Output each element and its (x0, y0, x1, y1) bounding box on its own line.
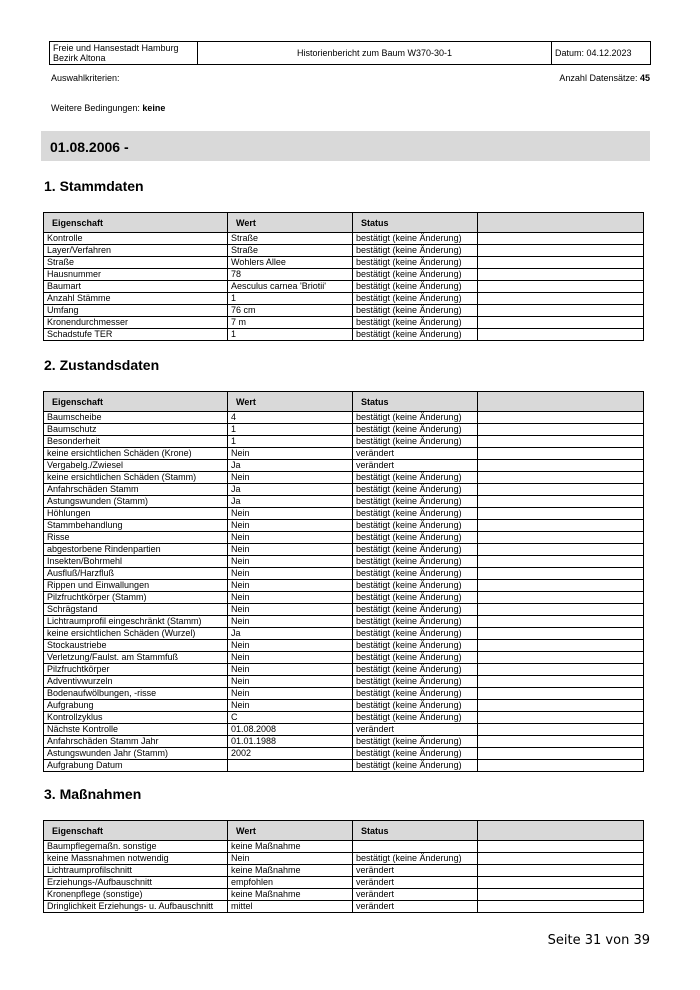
table-row (44, 853, 644, 865)
cell-status: bestätigt (keine Änderung) (353, 484, 478, 496)
cell-empty (478, 616, 644, 628)
section-title-stammdaten: 1. Stammdaten (44, 178, 144, 194)
cell-status: bestätigt (keine Änderung) (353, 700, 478, 712)
cell-status: bestätigt (keine Änderung) (353, 532, 478, 544)
table-row (44, 424, 644, 436)
cell-wert: Straße (228, 245, 353, 257)
cell-status: verändert (353, 865, 478, 877)
cell-status: verändert (353, 901, 478, 913)
column-header-wert: Wert (228, 392, 353, 412)
record-count (559, 73, 650, 83)
cell-status: bestätigt (keine Änderung) (353, 424, 478, 436)
cell-wert: 1 (228, 329, 353, 341)
organization-line1: Freie und Hansestadt Hamburg (53, 43, 179, 53)
record-count-label: Anzahl Datensätze: (559, 73, 638, 83)
cell-wert: Nein (228, 616, 353, 628)
cell-status: bestätigt (keine Änderung) (353, 676, 478, 688)
cell-empty (478, 293, 644, 305)
cell-empty (478, 460, 644, 472)
cell-empty (478, 257, 644, 269)
column-header-status: Status (353, 821, 478, 841)
cell-eigenschaft: Bodenaufwölbungen, -risse (44, 688, 228, 700)
cell-status: bestätigt (keine Änderung) (353, 712, 478, 724)
table-massnahmen (43, 820, 644, 913)
cell-empty (478, 889, 644, 901)
table-row (44, 436, 644, 448)
cell-wert: Nein (228, 544, 353, 556)
conditions-label: Weitere Bedingungen: (51, 103, 140, 113)
cell-status: bestätigt (keine Änderung) (353, 592, 478, 604)
table-row (44, 448, 644, 460)
cell-eigenschaft: Lichtraumprofil eingeschränkt (Stamm) (44, 616, 228, 628)
cell-empty (478, 568, 644, 580)
cell-empty (478, 592, 644, 604)
cell-eigenschaft: Erziehungs-/Aufbauschnitt (44, 877, 228, 889)
column-header-eigenschaft: Eigenschaft (44, 821, 228, 841)
cell-status: bestätigt (keine Änderung) (353, 580, 478, 592)
cell-eigenschaft: Baumpflegemaßn. sonstige (44, 841, 228, 853)
table-zustandsdaten (43, 391, 644, 772)
cell-empty (478, 580, 644, 592)
cell-wert: Nein (228, 676, 353, 688)
cell-wert: 1 (228, 436, 353, 448)
column-header-eigenschaft: Eigenschaft (44, 392, 228, 412)
table-body (44, 841, 644, 913)
cell-eigenschaft: abgestorbene Rindenpartien (44, 544, 228, 556)
cell-wert: Nein (228, 532, 353, 544)
cell-wert: Ja (228, 628, 353, 640)
cell-wert: keine Maßnahme (228, 841, 353, 853)
table-row (44, 865, 644, 877)
cell-status: bestätigt (keine Änderung) (353, 568, 478, 580)
cell-eigenschaft: Anzahl Stämme (44, 293, 228, 305)
cell-empty (478, 532, 644, 544)
cell-status: bestätigt (keine Änderung) (353, 760, 478, 772)
table-row (44, 484, 644, 496)
page-number: Seite 31 von 39 (547, 933, 650, 948)
cell-status: bestätigt (keine Änderung) (353, 640, 478, 652)
cell-wert: 7 m (228, 317, 353, 329)
cell-wert: keine Maßnahme (228, 889, 353, 901)
cell-empty (478, 676, 644, 688)
table-row (44, 329, 644, 341)
cell-wert (228, 760, 353, 772)
cell-status: bestätigt (keine Änderung) (353, 269, 478, 281)
table-row (44, 556, 644, 568)
table-row (44, 580, 644, 592)
cell-status: bestätigt (keine Änderung) (353, 748, 478, 760)
cell-empty (478, 556, 644, 568)
cell-empty (478, 245, 644, 257)
cell-empty (478, 604, 644, 616)
period-band (41, 131, 650, 161)
cell-wert: Nein (228, 520, 353, 532)
table-row (44, 652, 644, 664)
cell-eigenschaft: Rippen und Einwallungen (44, 580, 228, 592)
cell-empty (478, 736, 644, 748)
cell-eigenschaft: Baumart (44, 281, 228, 293)
table-row (44, 640, 644, 652)
table-body (44, 233, 644, 341)
cell-eigenschaft: Nächste Kontrolle (44, 724, 228, 736)
column-header-status: Status (353, 392, 478, 412)
report-title: Historienbericht zum Baum W370-30-1 (198, 42, 552, 65)
cell-wert: Nein (228, 640, 353, 652)
cell-eigenschaft: Kontrolle (44, 233, 228, 245)
cell-eigenschaft: keine ersichtlichen Schäden (Stamm) (44, 472, 228, 484)
cell-wert: 2002 (228, 748, 353, 760)
cell-wert: Nein (228, 580, 353, 592)
cell-wert: C (228, 712, 353, 724)
cell-wert: Nein (228, 556, 353, 568)
section-title-zustandsdaten: 2. Zustandsdaten (44, 357, 160, 373)
cell-empty (478, 877, 644, 889)
cell-eigenschaft: Umfang (44, 305, 228, 317)
table-stammdaten (43, 212, 644, 341)
cell-eigenschaft: Ausfluß/Harzfluß (44, 568, 228, 580)
cell-empty (478, 233, 644, 245)
cell-eigenschaft: Besonderheit (44, 436, 228, 448)
table-row (44, 676, 644, 688)
cell-empty (478, 424, 644, 436)
column-header-status: Status (353, 213, 478, 233)
cell-eigenschaft: Verletzung/Faulst. am Stammfuß (44, 652, 228, 664)
cell-status: bestätigt (keine Änderung) (353, 293, 478, 305)
cell-wert: Ja (228, 484, 353, 496)
cell-wert: 1 (228, 424, 353, 436)
cell-status: bestätigt (keine Änderung) (353, 281, 478, 293)
cell-eigenschaft: Astungswunden (Stamm) (44, 496, 228, 508)
cell-empty (478, 688, 644, 700)
cell-status: bestätigt (keine Änderung) (353, 305, 478, 317)
table-body (44, 412, 644, 772)
cell-wert: Nein (228, 448, 353, 460)
cell-empty (478, 712, 644, 724)
cell-eigenschaft: Pilzfruchtkörper (44, 664, 228, 676)
cell-status: bestätigt (keine Änderung) (353, 688, 478, 700)
cell-empty (478, 305, 644, 317)
cell-status: verändert (353, 460, 478, 472)
cell-empty (478, 448, 644, 460)
cell-empty (478, 853, 644, 865)
column-header-empty (478, 392, 644, 412)
cell-eigenschaft: Kontrollzyklus (44, 712, 228, 724)
cell-empty (478, 760, 644, 772)
cell-empty (478, 472, 644, 484)
cell-eigenschaft: Pilzfruchtkörper (Stamm) (44, 592, 228, 604)
cell-wert: mittel (228, 901, 353, 913)
table-row (44, 257, 644, 269)
cell-empty (478, 269, 644, 281)
cell-wert: Ja (228, 460, 353, 472)
table-row (44, 664, 644, 676)
cell-status: bestätigt (keine Änderung) (353, 233, 478, 245)
cell-status: bestätigt (keine Änderung) (353, 556, 478, 568)
period-title: 01.08.2006 - (50, 139, 129, 155)
report-header (49, 41, 651, 65)
cell-empty (478, 317, 644, 329)
cell-wert: Nein (228, 508, 353, 520)
cell-status: bestätigt (keine Änderung) (353, 604, 478, 616)
conditions-value: keine (142, 103, 166, 113)
table-row (44, 688, 644, 700)
cell-eigenschaft: Lichtraumprofilschnitt (44, 865, 228, 877)
cell-eigenschaft: Insekten/Bohrmehl (44, 556, 228, 568)
cell-wert: 78 (228, 269, 353, 281)
table-row (44, 700, 644, 712)
cell-eigenschaft: Aufgrabung (44, 700, 228, 712)
table-row (44, 748, 644, 760)
cell-status: bestätigt (keine Änderung) (353, 317, 478, 329)
cell-wert: Aesculus carnea 'Briotii' (228, 281, 353, 293)
table-row (44, 412, 644, 424)
cell-empty (478, 520, 644, 532)
cell-wert: 01.01.1988 (228, 736, 353, 748)
cell-eigenschaft: Anfahrschäden Stamm (44, 484, 228, 496)
cell-status: bestätigt (keine Änderung) (353, 544, 478, 556)
cell-status: verändert (353, 877, 478, 889)
cell-status: bestätigt (keine Änderung) (353, 616, 478, 628)
cell-status: bestätigt (keine Änderung) (353, 736, 478, 748)
cell-wert: Nein (228, 700, 353, 712)
cell-wert: Nein (228, 853, 353, 865)
organization-line2: Bezirk Altona (53, 53, 106, 63)
cell-wert: Nein (228, 592, 353, 604)
cell-empty (478, 841, 644, 853)
table-row (44, 460, 644, 472)
cell-wert: Nein (228, 652, 353, 664)
cell-eigenschaft: Stockaustriebe (44, 640, 228, 652)
cell-wert: 1 (228, 293, 353, 305)
cell-eigenschaft: Kronendurchmesser (44, 317, 228, 329)
column-header-eigenschaft: Eigenschaft (44, 213, 228, 233)
cell-status: bestätigt (keine Änderung) (353, 472, 478, 484)
cell-empty (478, 508, 644, 520)
table-row (44, 233, 644, 245)
cell-empty (478, 652, 644, 664)
cell-eigenschaft: Aufgrabung Datum (44, 760, 228, 772)
cell-eigenschaft: Baumscheibe (44, 412, 228, 424)
cell-eigenschaft: Schrägstand (44, 604, 228, 616)
cell-eigenschaft: Adventivwurzeln (44, 676, 228, 688)
cell-wert: keine Maßnahme (228, 865, 353, 877)
cell-status: verändert (353, 724, 478, 736)
table-row (44, 712, 644, 724)
cell-empty (478, 700, 644, 712)
table-row (44, 544, 644, 556)
table-row (44, 592, 644, 604)
cell-wert: 4 (228, 412, 353, 424)
cell-eigenschaft: Schadstufe TER (44, 329, 228, 341)
cell-empty (478, 640, 644, 652)
table-row (44, 604, 644, 616)
cell-eigenschaft: keine ersichtlichen Schäden (Wurzel) (44, 628, 228, 640)
cell-empty (478, 724, 644, 736)
cell-wert: 76 cm (228, 305, 353, 317)
cell-empty (478, 628, 644, 640)
cell-status: verändert (353, 448, 478, 460)
cell-empty (478, 436, 644, 448)
table-row (44, 760, 644, 772)
cell-empty (478, 544, 644, 556)
cell-status: bestätigt (keine Änderung) (353, 496, 478, 508)
cell-status: bestätigt (keine Änderung) (353, 436, 478, 448)
table-row (44, 532, 644, 544)
cell-wert: Ja (228, 496, 353, 508)
criteria-label: Auswahlkriterien: (51, 73, 120, 83)
cell-wert: Straße (228, 233, 353, 245)
report-date: Datum: 04.12.2023 (552, 42, 651, 65)
cell-eigenschaft: Anfahrschäden Stamm Jahr (44, 736, 228, 748)
table-row (44, 736, 644, 748)
table-row (44, 628, 644, 640)
cell-status: bestätigt (keine Änderung) (353, 508, 478, 520)
table-row (44, 496, 644, 508)
cell-eigenschaft: Vergabelg./Zwiesel (44, 460, 228, 472)
cell-eigenschaft: keine ersichtlichen Schäden (Krone) (44, 448, 228, 460)
table-row (44, 317, 644, 329)
table-row (44, 889, 644, 901)
cell-wert: Nein (228, 664, 353, 676)
cell-eigenschaft: Höhlungen (44, 508, 228, 520)
table-row (44, 877, 644, 889)
cell-wert: empfohlen (228, 877, 353, 889)
cell-status: bestätigt (keine Änderung) (353, 412, 478, 424)
cell-wert: Nein (228, 568, 353, 580)
cell-status: bestätigt (keine Änderung) (353, 329, 478, 341)
table-row (44, 841, 644, 853)
cell-status: bestätigt (keine Änderung) (353, 628, 478, 640)
cell-eigenschaft: Hausnummer (44, 269, 228, 281)
cell-eigenschaft: Stammbehandlung (44, 520, 228, 532)
table-row (44, 269, 644, 281)
column-header-wert: Wert (228, 213, 353, 233)
cell-wert: Nein (228, 688, 353, 700)
cell-wert: Nein (228, 472, 353, 484)
record-count-value: 45 (639, 73, 650, 83)
table-row (44, 520, 644, 532)
table-row (44, 293, 644, 305)
cell-status: bestätigt (keine Änderung) (353, 664, 478, 676)
table-row (44, 305, 644, 317)
cell-eigenschaft: Risse (44, 532, 228, 544)
table-row (44, 901, 644, 913)
cell-status: bestätigt (keine Änderung) (353, 245, 478, 257)
table-row (44, 281, 644, 293)
table-row (44, 616, 644, 628)
cell-empty (478, 664, 644, 676)
conditions (51, 103, 165, 113)
cell-wert: Nein (228, 604, 353, 616)
cell-eigenschaft: Layer/Verfahren (44, 245, 228, 257)
cell-status: bestätigt (keine Änderung) (353, 257, 478, 269)
cell-empty (478, 865, 644, 877)
cell-eigenschaft: Dringlichkeit Erziehungs- u. Aufbauschnitt (44, 901, 228, 913)
table-row (44, 472, 644, 484)
column-header-empty (478, 821, 644, 841)
cell-status: verändert (353, 889, 478, 901)
table-row (44, 568, 644, 580)
cell-wert: Wohlers Allee (228, 257, 353, 269)
cell-eigenschaft: Baumschutz (44, 424, 228, 436)
organization (50, 42, 198, 65)
cell-empty (478, 901, 644, 913)
cell-eigenschaft: Straße (44, 257, 228, 269)
cell-empty (478, 281, 644, 293)
cell-status (353, 841, 478, 853)
cell-eigenschaft: Astungswunden Jahr (Stamm) (44, 748, 228, 760)
cell-empty (478, 412, 644, 424)
section-title-massnahmen: 3. Maßnahmen (44, 786, 142, 802)
cell-empty (478, 484, 644, 496)
table-row (44, 724, 644, 736)
cell-empty (478, 748, 644, 760)
cell-status: bestätigt (keine Änderung) (353, 853, 478, 865)
cell-wert: 01.08.2008 (228, 724, 353, 736)
cell-eigenschaft: keine Massnahmen notwendig (44, 853, 228, 865)
column-header-empty (478, 213, 644, 233)
table-row (44, 508, 644, 520)
cell-status: bestätigt (keine Änderung) (353, 520, 478, 532)
cell-eigenschaft: Kronenpflege (sonstige) (44, 889, 228, 901)
column-header-wert: Wert (228, 821, 353, 841)
cell-empty (478, 329, 644, 341)
cell-empty (478, 496, 644, 508)
table-row (44, 245, 644, 257)
cell-status: bestätigt (keine Änderung) (353, 652, 478, 664)
